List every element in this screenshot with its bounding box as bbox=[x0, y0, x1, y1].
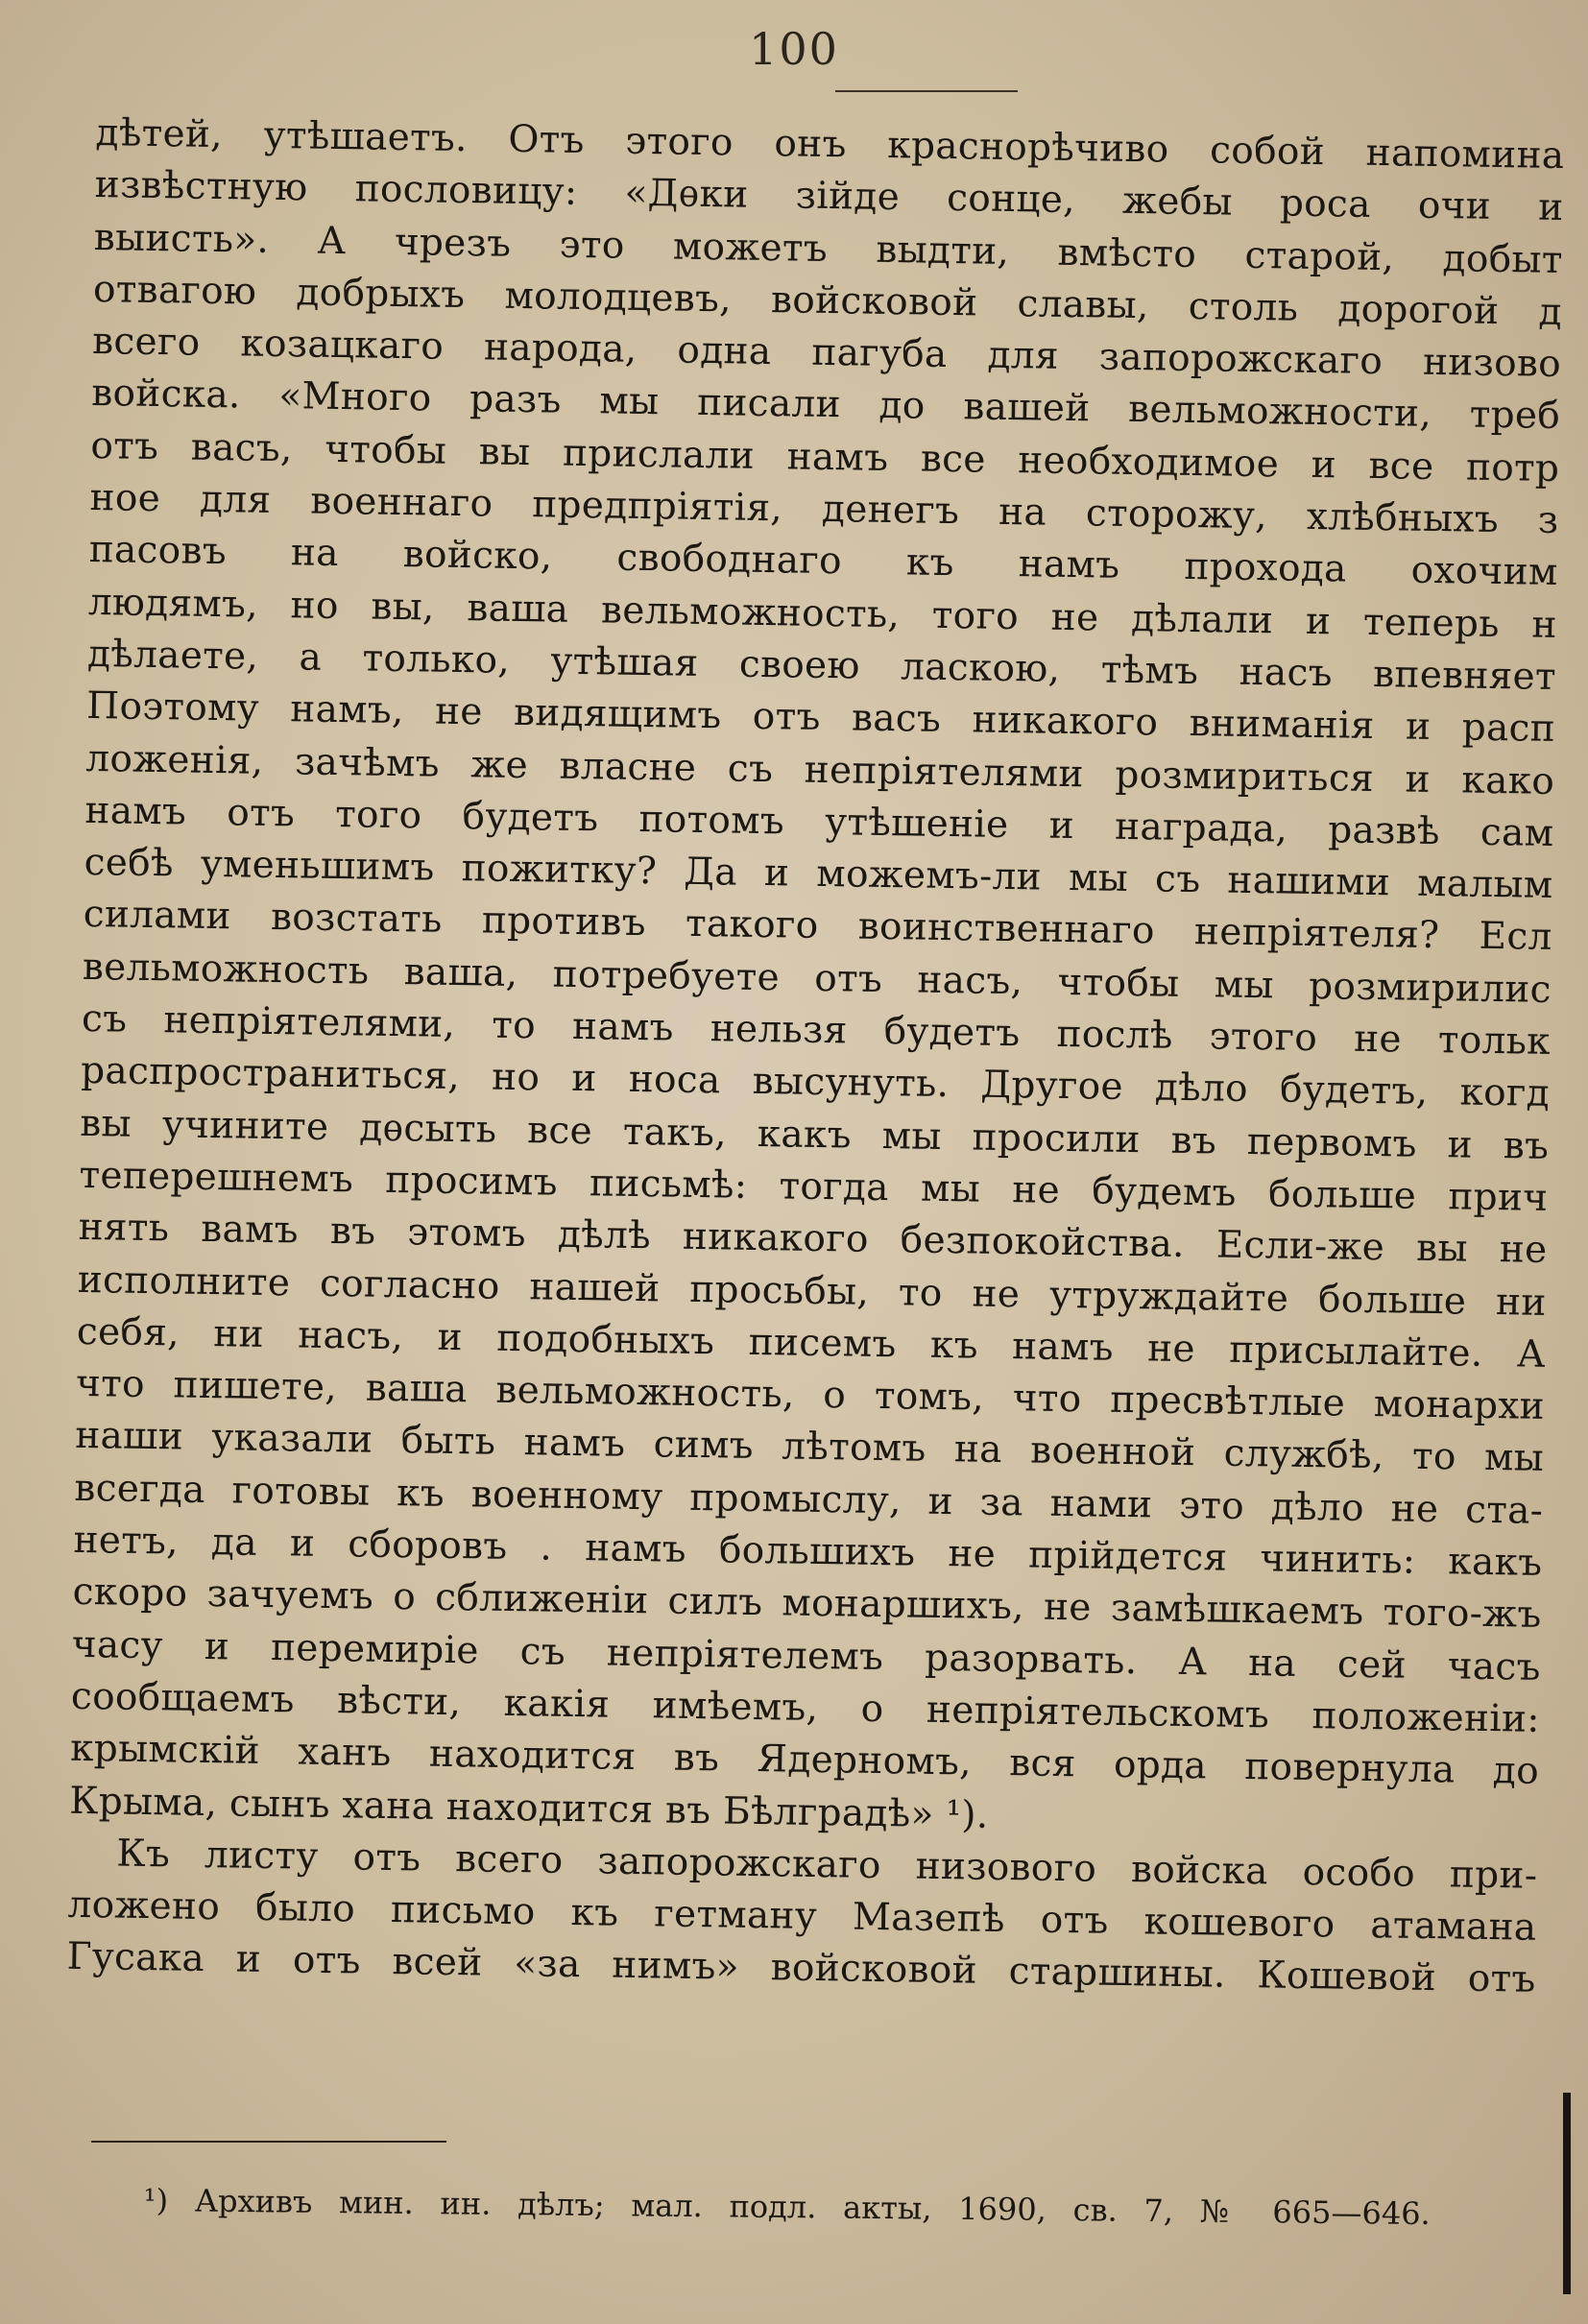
footnote: ¹) Архивъ мин. ин. дѣлъ; мал. подл. акты, 1690, св. 7, № 665—646. bbox=[143, 2182, 1431, 2233]
text-line: исполните согласно нашей просьбы, то не утруждайте больше ни bbox=[77, 1258, 1547, 1325]
text-line: нетъ, да и сборовъ . намъ большихъ не прійдется чинить: какъ bbox=[73, 1518, 1543, 1585]
text-line: ложенія, зачѣмъ же власне съ непріятелями розмириться и како bbox=[84, 736, 1555, 803]
text-line: ное для военнаго предпріятія, денегъ на сторожу, хлѣбныхъ з bbox=[89, 476, 1559, 543]
paragraph-first-line: Къ листу отъ всего запорожскаго низового войска особо при- bbox=[116, 1832, 1538, 1898]
text-line: войска. «Много разъ мы писали до вашей вельможности, треб bbox=[90, 371, 1561, 439]
text-line: наши указали быть намъ симъ лѣтомъ на военной службѣ, то мы bbox=[74, 1414, 1545, 1481]
text-line: намъ отъ того будетъ потомъ утѣшеніе и награда, развѣ сам bbox=[84, 788, 1554, 855]
text-line: сообщаемъ вѣсти, какія имѣемъ, о непріятельскомъ положеніи: bbox=[70, 1674, 1541, 1741]
body-text bbox=[66, 108, 1565, 2006]
text-line: отъ васъ, чтобы вы прислали намъ все необходимое и все потр bbox=[90, 423, 1560, 491]
text-line: Поэтому намъ, не видящимъ отъ васъ никакого вниманія и расп bbox=[85, 684, 1556, 752]
text-line: дѣтей, утѣшаетъ. Отъ этого онъ краснорѣчиво собой напомина bbox=[95, 110, 1565, 179]
text-line: силами возстать противъ такого воинственнаго непріятеля? Есл bbox=[83, 893, 1552, 960]
text-line: теперешнемъ просимъ письмѣ: тогда мы не будемъ больше прич bbox=[79, 1153, 1549, 1220]
text-line: Гусака и отъ всей «за нимъ» войсковой старшины. Кошевой отъ bbox=[66, 1935, 1536, 2002]
text-line: всегда готовы къ военному промыслу, и за нами это дѣло не ста- bbox=[74, 1466, 1544, 1533]
page-edge-shadow bbox=[1563, 2093, 1571, 2294]
text-line: часу и перемиріе съ непріятелемъ разорвать. А на сей часъ bbox=[71, 1622, 1542, 1689]
page-number: 100 bbox=[749, 23, 839, 75]
text-line: ложено было письмо къ гетману Мазепѣ отъ кошевого атамана bbox=[67, 1882, 1537, 1950]
text-line: крымскій ханъ находится въ Ядерномъ, вся орда повернула до bbox=[69, 1726, 1540, 1794]
header-rule bbox=[835, 90, 1018, 92]
text-line: людямъ, но вы, ваша вельможность, того не дѣлали и теперь н bbox=[87, 580, 1558, 647]
text-line: распространиться, но и носа высунуть. Другое дѣло будетъ, когд bbox=[80, 1049, 1551, 1116]
text-line: что пишете, ваша вельможность, о томъ, что пресвѣтлые монархи bbox=[75, 1361, 1546, 1428]
text-line: вельможность ваша, потребуете отъ насъ, чтобы мы розмирилис bbox=[82, 945, 1552, 1012]
footnote-rule bbox=[91, 2141, 446, 2143]
text-line: нять вамъ въ этомъ дѣлѣ никакого безпокойства. Если-же вы не bbox=[78, 1206, 1548, 1273]
text-line: себѣ уменьшимъ пожитку? Да и можемъ-ли мы съ нашими малым bbox=[84, 841, 1553, 908]
text-line: извѣстную пословицу: «Дѳки зійде сонце, жебы роса очи и bbox=[94, 163, 1564, 230]
text-line: скоро зачуемъ о сближеніи силъ монаршихъ, не замѣшкаемъ того-жъ bbox=[72, 1570, 1542, 1638]
text-line: дѣлаете, а только, утѣшая своею ласкою, тѣмъ насъ впевняет bbox=[86, 632, 1557, 699]
text-line: вы учините дѳсыть все такъ, какъ мы просили въ первомъ и въ bbox=[80, 1101, 1550, 1168]
text-line: съ непріятелями, то намъ нельзя будетъ послѣ этого не тольк bbox=[81, 996, 1552, 1064]
text-line: выисть». А чрезъ это можетъ выдти, вмѣсто старой, добыт bbox=[93, 215, 1564, 282]
text-line: пасовъ на войско, свободнаго къ намъ прохода охочим bbox=[88, 528, 1558, 595]
text-line: отвагою добрыхъ молодцевъ, войсковой славы, столь дорогой д bbox=[92, 267, 1563, 334]
text-line: всего козацкаго народа, одна пагуба для запорожскаго низово bbox=[91, 320, 1562, 387]
text-line: Крыма, сынъ хана находится въ Бѣлградѣ» ¹). bbox=[68, 1779, 989, 1837]
text-line: себя, ни насъ, и подобныхъ писемъ къ намъ не присылайте. А bbox=[76, 1309, 1547, 1377]
